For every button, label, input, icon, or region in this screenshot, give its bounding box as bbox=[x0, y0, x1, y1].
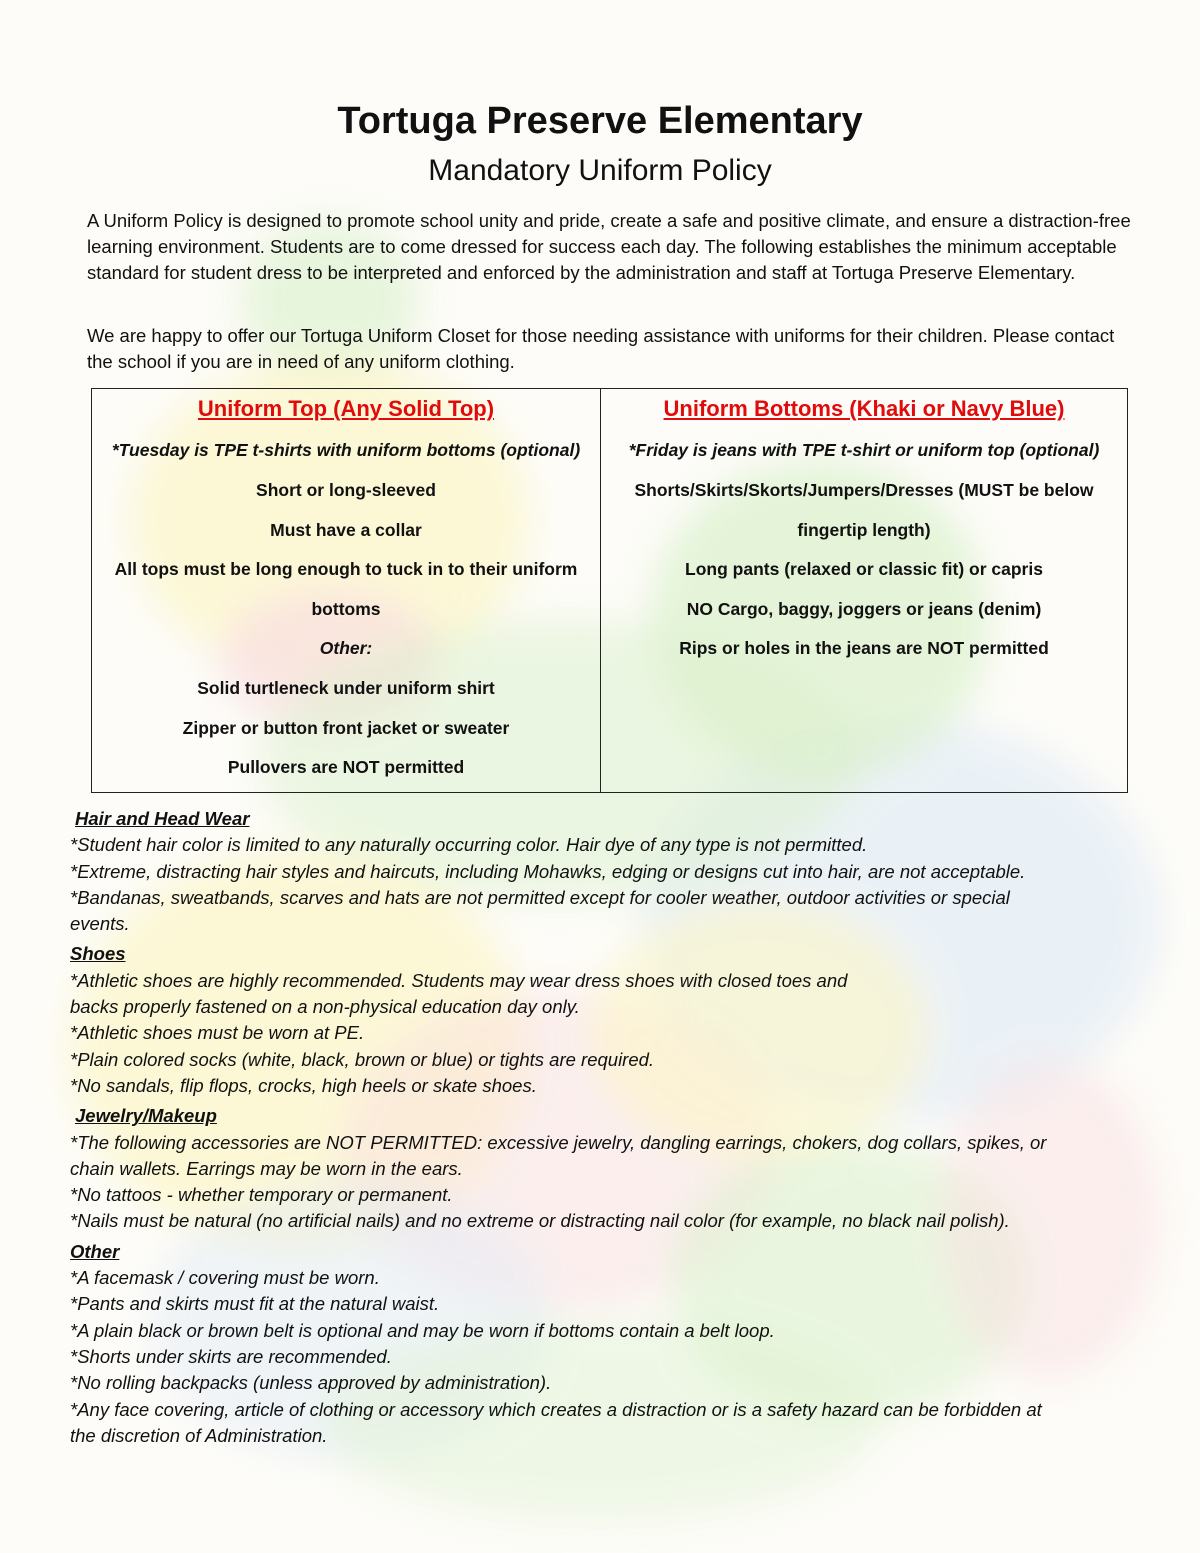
other-rule: Zipper or button front jacket or sweater bbox=[182, 717, 510, 738]
section-line: *Plain colored socks (white, black, brown or blue) or tights are required. bbox=[70, 1048, 655, 1070]
section-heading: Other bbox=[70, 1240, 120, 1262]
section-line: *Nails must be natural (no artificial nails) and no extreme or distracting nail color (for example, no black nail polish). bbox=[70, 1210, 1010, 1232]
section-heading: Jewelry/Makeup bbox=[75, 1105, 217, 1127]
bottoms-rule: NO Cargo, baggy, joggers or jeans (denim) bbox=[686, 598, 1042, 619]
section-line: *Shorts under skirts are recommended. bbox=[70, 1345, 392, 1367]
section-line: *Athletic shoes are highly recommended. Students may wear dress shoes with closed toes and bbox=[70, 969, 848, 991]
uniform-top-heading: Uniform Top (Any Solid Top) bbox=[197, 396, 495, 421]
hair-section bbox=[70, 806, 1130, 937]
bottoms-rule: Shorts/Skirts/Skorts/Jumpers/Dresses (MUST be below bbox=[634, 480, 1094, 500]
top-rule: Must have a collar bbox=[270, 519, 422, 540]
top-rule: Short or long-sleeved bbox=[256, 480, 436, 500]
section-line: the discretion of Administration. bbox=[70, 1424, 328, 1446]
friday-note: *Friday is jeans with TPE t-shirt or uniform top (optional) bbox=[628, 440, 1100, 460]
jewelry-section bbox=[70, 1103, 1130, 1234]
bottoms-rule: fingertip length) bbox=[797, 519, 931, 540]
shoes-section bbox=[70, 941, 1130, 1099]
top-rule: bottoms bbox=[311, 598, 381, 619]
section-line: *A facemask / covering must be worn. bbox=[70, 1267, 380, 1289]
other-rule: Solid turtleneck under uniform shirt bbox=[197, 677, 495, 698]
other-section bbox=[70, 1239, 1130, 1449]
section-line: chain wallets. Earrings may be worn in the ears. bbox=[70, 1157, 463, 1179]
other-label: Other: bbox=[319, 638, 373, 659]
section-line: *Student hair color is limited to any naturally occurring color. Hair dye of any type is not permitted. bbox=[70, 834, 868, 856]
uniform-table bbox=[91, 388, 1128, 793]
other-rule: Pullovers are NOT permitted bbox=[227, 757, 465, 778]
section-line: *The following accessories are NOT PERMITTED: excessive jewelry, dangling earrings, chokers, dog collars, spikes, or bbox=[70, 1131, 1047, 1153]
uniform-closet-paragraph: We are happy to offer our Tortuga Uniform Closet for those needing assistance with uniforms for their children. Please contact the school if you are in need of any uniform clothing. bbox=[87, 325, 1115, 372]
section-line: *No rolling backpacks (unless approved by administration). bbox=[70, 1372, 552, 1394]
bottoms-rule: Rips or holes in the jeans are NOT permitted bbox=[679, 638, 1049, 659]
tuesday-note: *Tuesday is TPE t-shirts with uniform bottoms (optional) bbox=[111, 440, 581, 460]
uniform-bottoms-heading: Uniform Bottoms (Khaki or Navy Blue) bbox=[663, 396, 1065, 421]
section-line: *No sandals, flip flops, crocks, high heels or skate shoes. bbox=[70, 1074, 537, 1096]
section-heading: Shoes bbox=[70, 943, 126, 965]
section-line: *Pants and skirts must fit at the natural waist. bbox=[70, 1293, 440, 1315]
section-line: *No tattoos - whether temporary or permanent. bbox=[70, 1184, 453, 1206]
uniform-top-column bbox=[92, 389, 601, 792]
section-line: *A plain black or brown belt is optional and may be worn if bottoms contain a belt loop. bbox=[70, 1319, 775, 1341]
page-subtitle: Mandatory Uniform Policy bbox=[428, 154, 772, 187]
intro-paragraph: A Uniform Policy is designed to promote school unity and pride, create a safe and positive climate, and ensure a distraction-free learning environment. Students are to come dressed for success each day. The following establishes the minimum acceptable standard for student dress to be interpreted and enforced by the administration and staff at Tortuga Preserve Elementary. bbox=[87, 210, 1131, 283]
section-line: *Athletic shoes must be worn at PE. bbox=[70, 1022, 365, 1044]
section-line: *Any face covering, article of clothing or accessory which creates a distraction or is a safety hazard can be forbidden at bbox=[70, 1398, 1042, 1420]
section-line: events. bbox=[70, 913, 130, 935]
section-line: *Bandanas, sweatbands, scarves and hats are not permitted except for cooler weather, outdoor activities or special bbox=[70, 886, 1010, 908]
top-rule: All tops must be long enough to tuck in to their uniform bbox=[114, 559, 578, 580]
policy-sections bbox=[70, 806, 1130, 1453]
section-line: *Extreme, distracting hair styles and haircuts, including Mohawks, edging or designs cut into hair, are not acceptable. bbox=[70, 860, 1026, 882]
section-heading: Hair and Head Wear bbox=[75, 808, 250, 829]
page-title: Tortuga Preserve Elementary bbox=[337, 100, 863, 142]
uniform-bottoms-column bbox=[601, 389, 1127, 792]
section-line: backs properly fastened on a non-physical education day only. bbox=[70, 996, 580, 1018]
bottoms-rule: Long pants (relaxed or classic fit) or capris bbox=[685, 559, 1043, 580]
